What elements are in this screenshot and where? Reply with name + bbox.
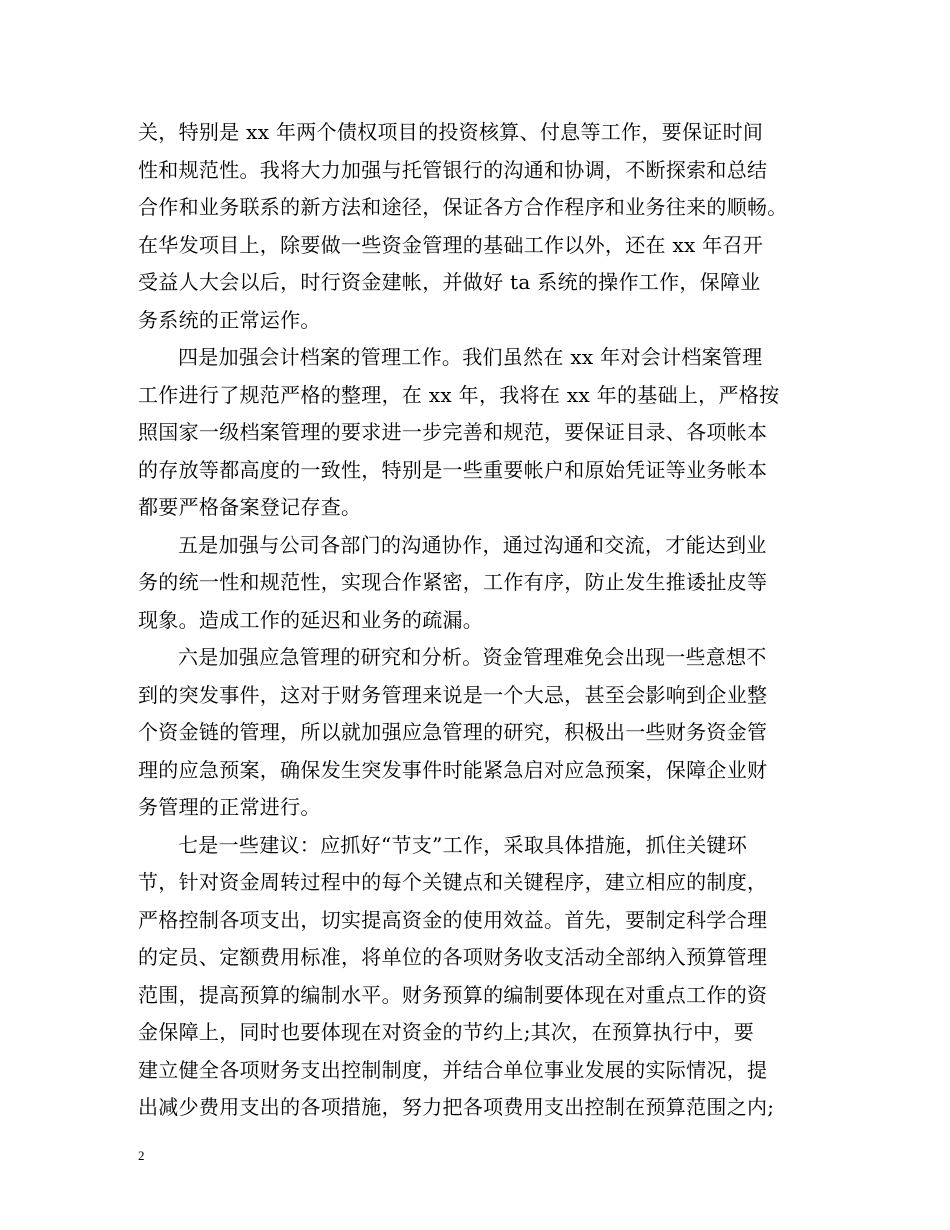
text-line: 范围，提高预算的编制水平。财务预算的编制要体现在对重点工作的资	[138, 982, 768, 1007]
page-number: 2	[138, 1148, 145, 1163]
text-line: 性和规范性。我将大力加强与托管银行的沟通和协调，不断探索和总结	[138, 157, 768, 182]
text-line: 在华发项目上，除要做一些资金管理的基础工作以外，还在 xx 年召开	[138, 232, 764, 257]
text-line: 受益人大会以后，时行资金建帐，并做好 ta 系统的操作工作，保障业	[138, 270, 761, 294]
text-line: 务管理的正常进行。	[138, 795, 321, 819]
text-line: 五是加强与公司各部门的沟通协作，通过沟通和交流，才能达到业	[178, 532, 767, 557]
text-line: 关，特别是 xx 年两个债权项目的投资核算、付息等工作，要保证时间	[138, 120, 764, 144]
text-line: 建立健全各项财务支出控制制度，并结合单位事业发展的实际情况，提	[138, 1057, 768, 1082]
text-line: 出减少费用支出的各项措施，努力把各项费用支出控制在预算范围之内;	[138, 1095, 775, 1119]
text-line: 工作进行了规范严格的整理，在 xx 年，我将在 xx 年的基础上，严格按	[138, 382, 780, 407]
text-line: 理的应急预案，确保发生突发事件时能紧急启对应急预案，保障企业财	[138, 757, 768, 782]
text-line: 合作和业务联系的新方法和途径，保证各方合作程序和业务往来的顺畅。	[138, 195, 788, 219]
text-line: 个资金链的管理，所以就加强应急管理的研究，积极出一些财务资金管	[138, 720, 768, 744]
text-line: 四是加强会计档案的管理工作。我们虽然在 xx 年对会计档案管理	[178, 345, 763, 369]
text-line: 严格控制各项支出，切实提高资金的使用效益。首先，要制定科学合理	[138, 907, 768, 932]
body-text	[138, 114, 838, 1127]
text-line: 七是一些建议：应抓好“节支”工作，采取具体措施，抓住关键环	[178, 832, 748, 857]
text-line: 金保障上，同时也要体现在对资金的节约上;其次，在预算执行中，要	[138, 1020, 755, 1044]
text-line: 都要严格备案登记存查。	[138, 495, 362, 519]
text-line: 务系统的正常运作。	[138, 307, 321, 332]
text-line: 到的突发事件，这对于财务管理来说是一个大忌，甚至会影响到企业整	[138, 682, 768, 707]
text-line: 节，针对资金周转过程中的每个关键点和关键程序，建立相应的制度，	[138, 870, 768, 894]
text-line: 现象。造成工作的延迟和业务的疏漏。	[138, 607, 484, 632]
text-line: 务的统一性和规范性，实现合作紧密，工作有序，防止发生推诿扯皮等	[138, 570, 768, 594]
text-line: 的定员、定额费用标准，将单位的各项财务收支活动全部纳入预算管理	[138, 945, 768, 969]
text-line: 六是加强应急管理的研究和分析。资金管理难免会出现一些意想不	[178, 645, 767, 669]
text-line: 照国家一级档案管理的要求进一步完善和规范，要保证目录、各项帐本	[138, 420, 768, 444]
text-line: 的存放等都高度的一致性，特别是一些重要帐户和原始凭证等业务帐本	[138, 457, 768, 482]
